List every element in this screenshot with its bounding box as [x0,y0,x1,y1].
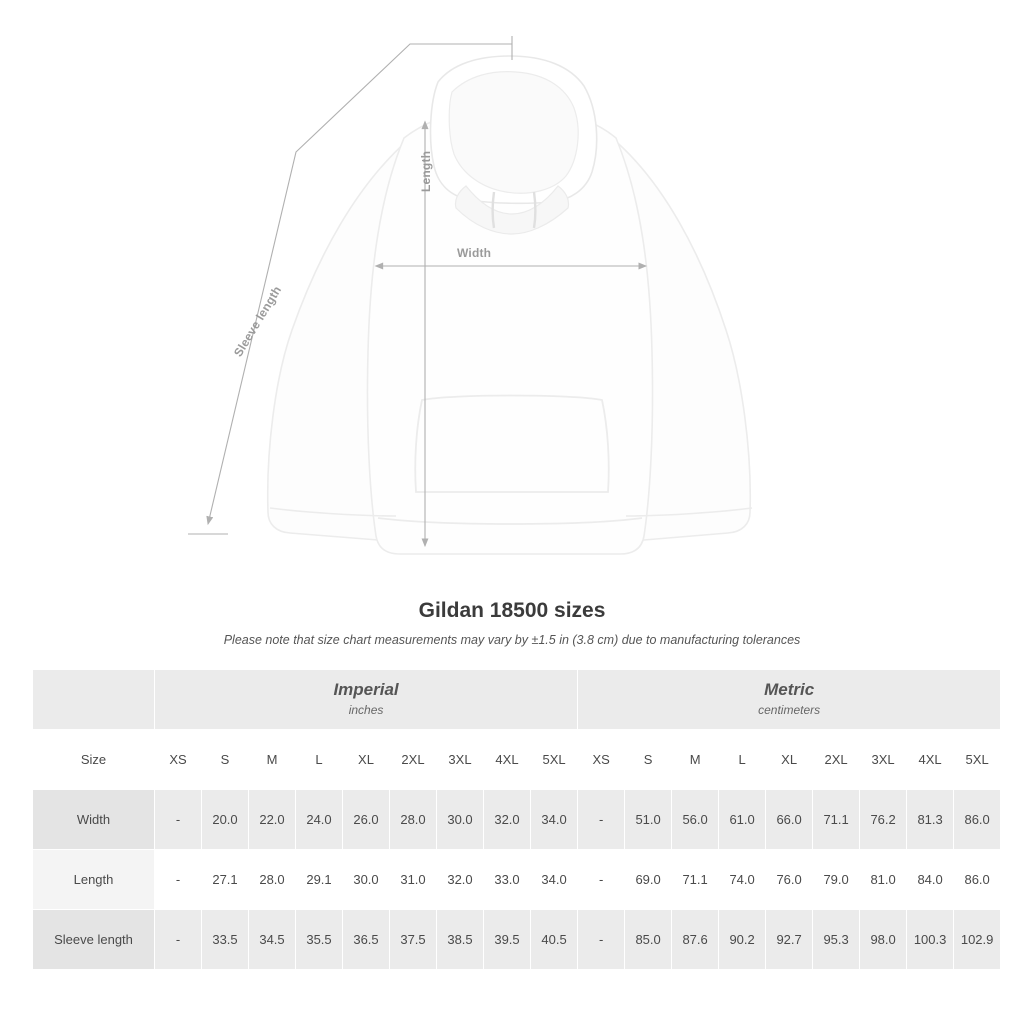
cell-length-imperial-xl: 30.0 [343,850,390,910]
title-block [0,599,1024,647]
cell-length-imperial-4xl: 33.0 [484,850,531,910]
cell-sleeve-imperial-xs: - [155,910,202,970]
imperial-unit-sub: inches [348,702,384,717]
cell-length-imperial-m: 28.0 [249,850,296,910]
cell-length-metric-5xl: 86.0 [954,850,1001,910]
sleeve-length-label: Sleeve length [231,283,285,360]
cell-length-imperial-5xl: 34.0 [531,850,578,910]
cell-sleeve-imperial-2xl: 37.5 [390,910,437,970]
cell-width-imperial-xl: 26.0 [343,790,390,850]
size-header-row [33,730,1001,790]
cell-length-metric-xs: - [578,850,625,910]
cell-width-metric-2xl: 71.1 [813,790,860,850]
tolerance-note: Please note that size chart measurements may vary by ±1.5 in (3.8 cm) due to manufacturing tolerances [223,633,801,647]
cell-sleeve-metric-s: 85.0 [625,910,672,970]
cell-width-metric-xl: 66.0 [766,790,813,850]
cell-width-imperial-l: 24.0 [296,790,343,850]
cell-length-metric-4xl: 84.0 [907,850,954,910]
row-label-length: Length [33,850,155,910]
size-header-metric-s: S [625,730,672,790]
cell-width-metric-4xl: 81.3 [907,790,954,850]
size-header-imperial-4xl: 4XL [484,730,531,790]
cell-sleeve-imperial-xl: 36.5 [343,910,390,970]
size-label-cell: Size [33,730,155,790]
cell-width-imperial-4xl: 32.0 [484,790,531,850]
cell-length-metric-m: 71.1 [672,850,719,910]
size-header-imperial-s: S [202,730,249,790]
cell-sleeve-metric-l: 90.2 [719,910,766,970]
size-header-imperial-l: L [296,730,343,790]
metric-header [578,670,1001,730]
width-label: Width [457,246,492,260]
size-header-metric-xl: XL [766,730,813,790]
cell-width-imperial-3xl: 30.0 [437,790,484,850]
cell-length-imperial-3xl: 32.0 [437,850,484,910]
corner-cell [33,670,155,730]
page-title: Gildan 18500 sizes [418,599,606,622]
size-header-imperial-2xl: 2XL [390,730,437,790]
cell-length-imperial-2xl: 31.0 [390,850,437,910]
size-chart-table [32,669,1001,970]
cell-sleeve-metric-5xl: 102.9 [954,910,1001,970]
cell-sleeve-imperial-s: 33.5 [202,910,249,970]
cell-width-metric-5xl: 86.0 [954,790,1001,850]
cell-length-metric-2xl: 79.0 [813,850,860,910]
cell-sleeve-imperial-3xl: 38.5 [437,910,484,970]
imperial-header [155,670,578,730]
metric-unit-sub: centimeters [758,702,821,717]
cell-width-imperial-5xl: 34.0 [531,790,578,850]
cell-width-imperial-m: 22.0 [249,790,296,850]
row-label-width: Width [33,790,155,850]
table-row [33,790,1001,850]
cell-width-metric-xs: - [578,790,625,850]
cell-width-metric-m: 56.0 [672,790,719,850]
cell-length-imperial-xs: - [155,850,202,910]
cell-sleeve-metric-3xl: 98.0 [860,910,907,970]
cell-length-metric-s: 69.0 [625,850,672,910]
cell-sleeve-metric-xs: - [578,910,625,970]
size-header-metric-3xl: 3XL [860,730,907,790]
size-header-imperial-3xl: 3XL [437,730,484,790]
size-header-imperial-5xl: 5XL [531,730,578,790]
cell-width-metric-3xl: 76.2 [860,790,907,850]
size-header-metric-m: M [672,730,719,790]
cell-sleeve-metric-m: 87.6 [672,910,719,970]
metric-unit-name: Metric [764,680,815,700]
cell-length-imperial-l: 29.1 [296,850,343,910]
size-header-metric-xs: XS [578,730,625,790]
table-row [33,850,1001,910]
cell-length-metric-l: 74.0 [719,850,766,910]
cell-sleeve-imperial-m: 34.5 [249,910,296,970]
length-label: Length [419,150,433,192]
cell-length-imperial-s: 27.1 [202,850,249,910]
cell-width-imperial-2xl: 28.0 [390,790,437,850]
size-header-imperial-xl: XL [343,730,390,790]
cell-width-metric-l: 61.0 [719,790,766,850]
cell-width-imperial-s: 20.0 [202,790,249,850]
cell-sleeve-imperial-5xl: 40.5 [531,910,578,970]
hoodie-garment [268,56,752,554]
unit-header-row [33,670,1001,730]
cell-sleeve-metric-2xl: 95.3 [813,910,860,970]
imperial-unit-name: Imperial [333,680,399,700]
cell-length-metric-3xl: 81.0 [860,850,907,910]
size-header-imperial-xs: XS [155,730,202,790]
cell-width-imperial-xs: - [155,790,202,850]
size-header-metric-l: L [719,730,766,790]
size-header-imperial-m: M [249,730,296,790]
cell-sleeve-imperial-l: 35.5 [296,910,343,970]
size-header-metric-5xl: 5XL [954,730,1001,790]
table-row [33,910,1001,970]
size-header-metric-2xl: 2XL [813,730,860,790]
size-chart-table-wrap [32,669,992,970]
cell-sleeve-metric-xl: 92.7 [766,910,813,970]
cell-width-metric-s: 51.0 [625,790,672,850]
cell-length-metric-xl: 76.0 [766,850,813,910]
size-header-metric-4xl: 4XL [907,730,954,790]
row-label-sleeve-length: Sleeve length [33,910,155,970]
cell-sleeve-imperial-4xl: 39.5 [484,910,531,970]
cell-sleeve-metric-4xl: 100.3 [907,910,954,970]
